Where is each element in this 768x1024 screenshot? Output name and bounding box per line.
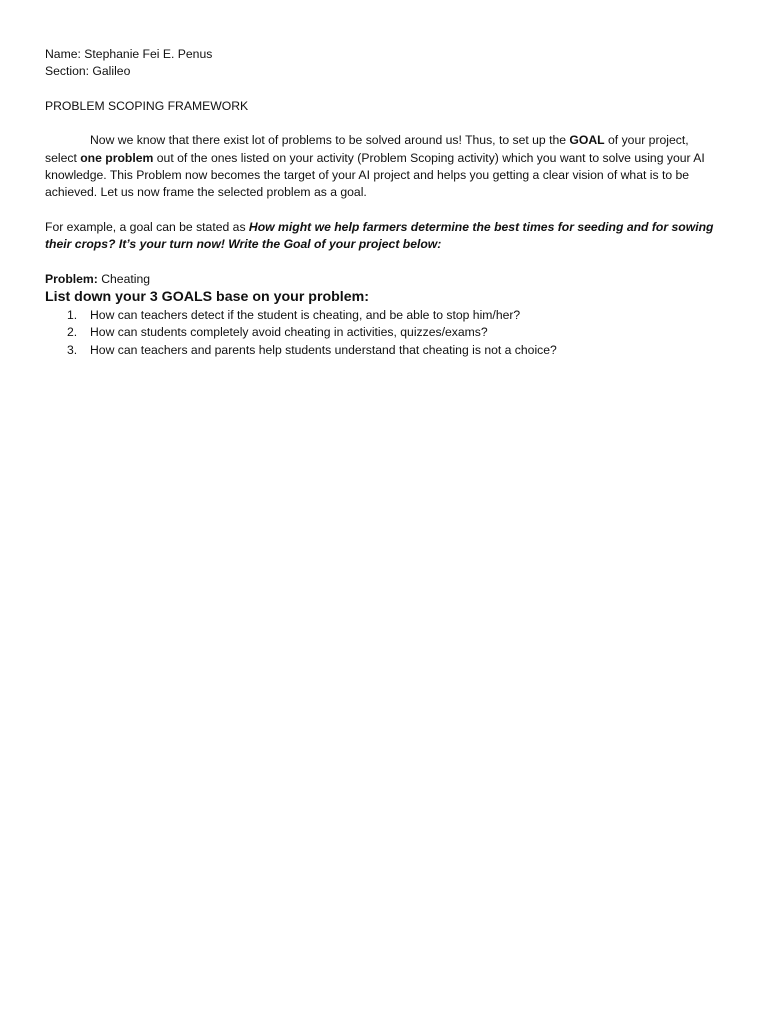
list-item-text: How can students completely avoid cheating in activities, quizzes/exams? [90,325,488,340]
example-paragraph [45,219,720,254]
intro-one-problem: one problem [80,150,154,165]
list-item [45,324,720,341]
intro-text-1: Now we know that there exist lot of problems to be solved around us! Thus, to set up the [90,133,570,148]
problem-value: Cheating [97,271,150,286]
intro-text-3: out of the ones listed on your activity (Problem Scoping activity) which you want to solve using your AI knowledge. This Problem now becomes the target of your AI project and helps you getting a clear vision of what is to be achieved. Let us now frame the selected problem as a goal. [45,150,705,200]
list-item-text: How can teachers and parents help students understand that cheating is not a choice? [90,342,557,357]
student-name: Name: Stephanie Fei E. Penus [45,47,213,61]
list-item-number: 1. [67,308,78,323]
spacer [45,115,720,132]
spacer [45,81,720,98]
example-lead: For example, a goal can be stated as [45,219,249,234]
intro-text-2: of your project, select [45,133,689,165]
list-item [45,307,720,324]
example-emphasis: How might we help farmers determine the best times for seeding and for sowing their crops? It’s your turn now! Write the Goal of your project below: [45,219,714,252]
list-item-text: How can teachers detect if the student is cheating, and be able to stop him/her? [90,308,521,323]
document-body [45,46,720,359]
intro-paragraph [45,132,720,201]
problem-line [45,271,720,288]
list-item-number: 3. [67,342,78,357]
spacer [45,202,720,219]
goals-heading: List down your 3 GOALS base on your problem: [45,289,369,306]
list-item-number: 2. [67,325,78,340]
list-item [45,342,720,359]
problem-label: Problem: [45,271,98,286]
document-title: PROBLEM SCOPING FRAMEWORK [45,98,249,113]
spacer [45,254,720,271]
student-section: Section: Galileo [45,64,131,79]
intro-goal-word: GOAL [569,133,605,148]
goals-list [45,307,720,359]
